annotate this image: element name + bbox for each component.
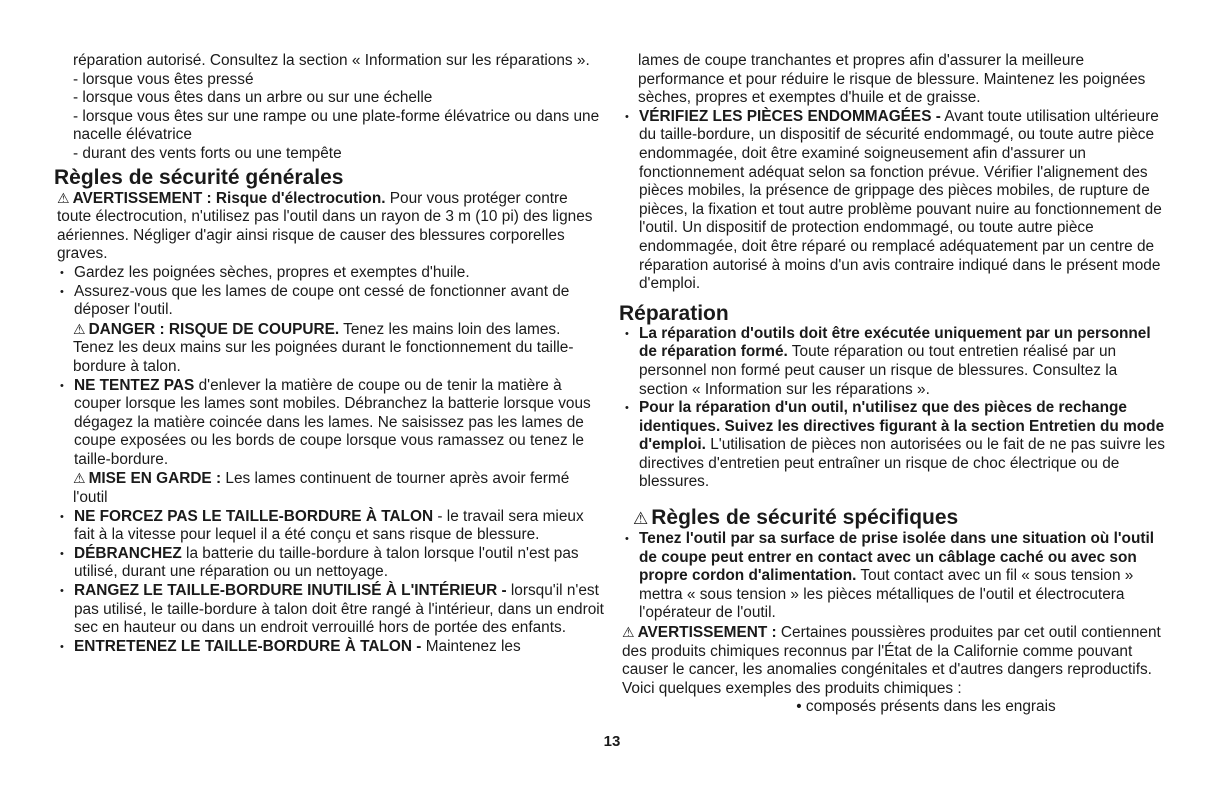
paragraph-continued: lames de coupe tranchantes et propres afin d'assurer la meilleure performance et pour réduire le risque de blessure. Maintenez les poignées sèches, propres et exemptes d'huile et de graisse. [638, 52, 1146, 107]
list-item [622, 325, 1170, 399]
list-item [622, 530, 1170, 623]
warning-triangle-icon: ⚠ [622, 624, 635, 641]
warning-triangle-icon: ⚠ [57, 189, 70, 206]
left-column [54, 52, 605, 656]
section-heading-repair: Réparation [619, 301, 729, 325]
list-item-bold: RANGEZ LE TAILLE-BORDURE INUTILISÉ À L'INTÉRIEUR - [74, 582, 507, 600]
caution-text: Les lames continuent de tourner après avoir fermé l'outil [73, 470, 570, 507]
list-item [57, 582, 605, 638]
list-item [57, 638, 605, 657]
list-item-text: Maintenez les [421, 637, 521, 655]
list-item-text: Avant toute utilisation ultérieure du taille-bordure, un dispositif de sécurité endommagé, ou toute autre pièce endommagée, doit être examiné soigneusement afin d'assurer un fonctionnement adéquat selon sa fonction prévue. Vérifier l'alignement des pièces mobiles, la présence de grippage des pièces mobiles, de rupture de pièces, la fixation et tout autre problème pouvant nuire au fonctionnement de l'outil. Un dispositif de protection endommagé, ou toute autre pièce endommagée, doit être réparé ou remplacé adéquatement par un centre de réparation autorisé à moins d'un avis contraire indiqué dans le présent mode d'emploi. [639, 107, 1162, 293]
list-item-bold: DÉBRANCHEZ [74, 544, 182, 562]
warning-triangle-icon: ⚠ [73, 470, 86, 487]
right-column [619, 52, 1170, 717]
caution-label: MISE EN GARDE : [88, 470, 222, 488]
warning-label: AVERTISSEMENT : [637, 624, 777, 642]
warning-triangle-icon: ⚠ [633, 509, 649, 529]
list-item-text: lorsqu'il n'est pas utilisé, le taille-bordure à talon doit être rangé à l'intérieur, dans un endroit sec en hauteur ou dans un endroit verrouillé hors de portée des enfants. [74, 582, 604, 637]
danger-cutting [57, 320, 605, 377]
list-item-dash: - lorsque vous êtes pressé [73, 70, 254, 88]
section-heading-text: Règles de sécurité spécifiques [651, 506, 959, 530]
warning-text: Certaines poussières produites par cet outil contiennent des produits chimiques reconnus par l'État de la Californie comme pouvant causer le cancer, les anomalies congénitales et d'autres dangers reproductifs. Voici quelques exemples des produits chimiques : [622, 624, 1161, 697]
list-item-bold: Tenez l'outil par sa surface de prise isolée dans une situation où l'outil de coupe peut entrer en contact avec un câblage caché ou avec son propre cordon d'alimentation. [639, 530, 1155, 585]
list-item-dash: - lorsque vous êtes sur une rampe ou une plate-forme élévatrice ou dans une nacelle élévatrice [73, 107, 600, 144]
warning-text: Pour vous protéger contre toute électrocution, n'utilisez pas l'outil dans un rayon de 3 m (10 pi) des lignes aériennes. Négliger d'agir ainsi risque de causer des blessures corporelles graves. [57, 189, 593, 263]
list-item [622, 108, 1170, 294]
list-item: • Gardez les poignées sèches, propres et exemptes d'huile. [57, 264, 605, 283]
list-item-dash: - lorsque vous êtes dans un arbre ou sur une échelle [73, 89, 433, 107]
list-item [622, 399, 1170, 492]
list-item [57, 508, 605, 545]
list-item-text: la batterie du taille-bordure à talon lorsque l'outil n'est pas utilisé, durant une réparation ou un nettoyage. [74, 544, 579, 581]
caution-blades [57, 469, 605, 507]
warning-electrocution [57, 189, 605, 264]
list-item-text: Toute réparation ou tout entretien réalisé par un personnel non formé peut causer un risque de blessures. Consultez la section « Information sur les réparations ». [639, 343, 1118, 398]
list-item-text: L'utilisation de pièces non autorisées ou le fait de ne pas suivre les directives d'entretien peut entraîner un risque de choc électrique ou de blessures. [639, 436, 1165, 491]
list-item-bold: VÉRIFIEZ LES PIÈCES ENDOMMAGÉES - [639, 107, 941, 125]
list-item-text: - le travail sera mieux fait à la vitesse pour lequel il a été conçu et sans risque de blessure. [74, 507, 584, 544]
list-item [57, 545, 605, 582]
list-item: • composés présents dans les engrais [796, 698, 1056, 716]
list-item-bold: La réparation d'outils doit être exécutée uniquement par un personnel de réparation formé. [639, 324, 1151, 361]
warning-label: AVERTISSEMENT : Risque d'électrocution. [72, 189, 386, 207]
list-item-dash: - durant des vents forts ou une tempête [73, 144, 342, 162]
list-item: • Assurez-vous que les lames de coupe ont cessé de fonctionner avant de déposer l'outil. [57, 283, 605, 320]
list-item [57, 377, 605, 470]
list-item-text: d'enlever la matière de coupe ou de tenir la matière à couper lorsque les lames sont mobiles. Débranchez la batterie lorsque vous dégagez la matière coincée dans les lames. Ne saisissez pas les lames de coupe exposées ou les bords de coupe lorsque vous ramassez ou tenez le taille-bordure. [74, 376, 591, 468]
danger-label: DANGER : RISQUE DE COUPURE. [88, 320, 340, 338]
danger-text: Tenez les mains loin des lames. Tenez les deux mains sur les poignées durant le fonctionnement du taille-bordure à talon. [73, 320, 574, 375]
list-item-bold: NE FORCEZ PAS LE TAILLE-BORDURE À TALON [74, 507, 434, 525]
section-heading-specific-safety [619, 506, 1170, 530]
warning-triangle-icon: ⚠ [73, 320, 86, 337]
list-item-bold: Pour la réparation d'un outil, n'utilisez que des pièces de rechange identiques. Suivez les directives figurant à la section Entretien du mode d'emploi. [639, 399, 1165, 454]
list-item-text: Tout contact avec un fil « sous tension » mettra « sous tension » les pièces métalliques de l'outil et électrocutera l'opérateur de l'outil. [639, 567, 1134, 622]
list-item-bold: ENTRETENEZ LE TAILLE-BORDURE À TALON - [74, 637, 422, 655]
list-item-bold: NE TENTEZ PAS [74, 376, 195, 394]
page-number: 13 [603, 733, 621, 750]
section-heading-general-safety: Règles de sécurité générales [54, 165, 344, 189]
paragraph-intro: réparation autorisé. Consultez la section « Information sur les réparations ». [73, 52, 590, 69]
warning-chemicals [622, 623, 1170, 698]
